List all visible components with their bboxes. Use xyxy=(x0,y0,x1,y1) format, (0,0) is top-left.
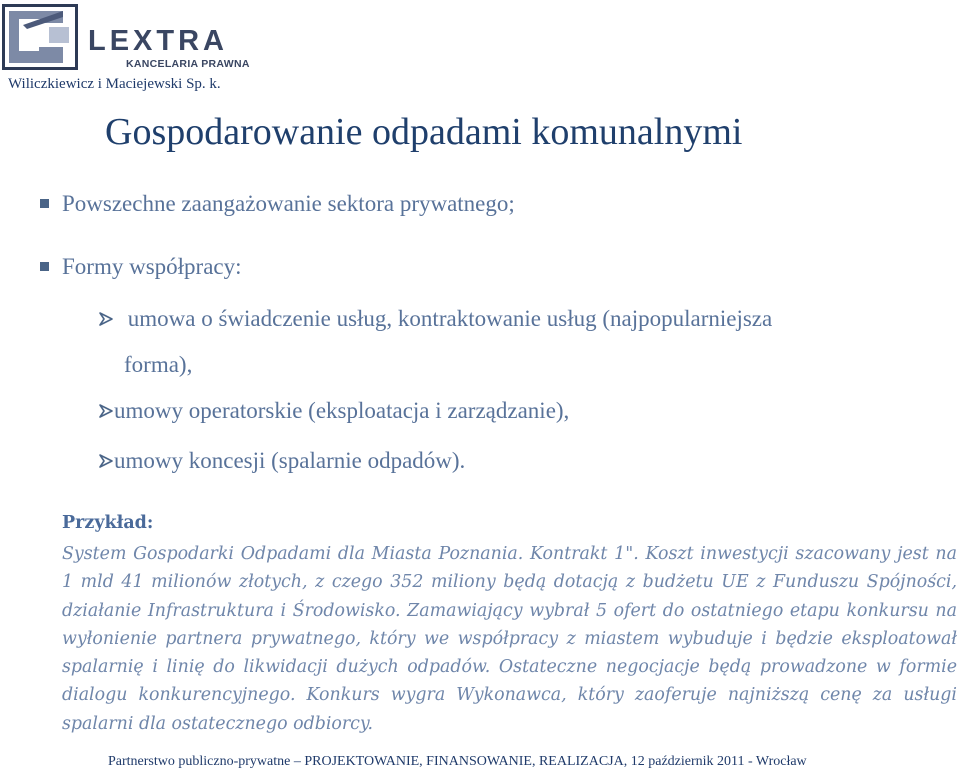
bullet-item xyxy=(40,191,515,217)
arrow-bullet-icon xyxy=(98,403,114,419)
example-label: Przykład: xyxy=(62,513,154,533)
slide-title: Gospodarowanie odpadami komunalnymi xyxy=(105,111,743,153)
bullet-item xyxy=(40,254,242,280)
bullet-text: Formy współpracy: xyxy=(62,254,242,279)
sub-item-text: umowy koncesji (spalarnie odpadów). xyxy=(114,448,466,473)
sub-item-text: umowa o świadczenie usług, kontraktowanie usług (najpopularniejsza xyxy=(127,306,773,331)
sub-item-continuation: forma), xyxy=(124,352,193,377)
sub-item xyxy=(98,306,772,332)
sub-item xyxy=(98,398,569,424)
sub-item xyxy=(98,448,465,474)
arrow-bullet-icon xyxy=(98,311,114,327)
logo-subtitle: KANCELARIA PRAWNA xyxy=(126,58,250,70)
bullet-text: Powszechne zaangażowanie sektora prywatnego; xyxy=(62,191,515,216)
sub-item-text: umowy operatorskie (eksploatacja i zarządzanie), xyxy=(114,398,570,423)
footer-text: Partnerstwo publiczno-prywatne – PROJEKTOWANIE, FINANSOWANIE, REALIZACJA, 12 październik 2011 - Wrocław xyxy=(108,754,807,769)
logo-mark xyxy=(2,4,78,70)
square-bullet-icon xyxy=(40,199,49,208)
example-text: System Gospodarki Odpadami dla Miasta Poznania. Kontrakt 1". Koszt inwestycji szacowany jest na 1 mld 41 milionów złotych, z czego 352 miliony będą dotacją z budżetu UE z Funduszu Spójności, działanie Infrastruktura i Środowisko. Zamawiający wybrał 5 ofert do ostatniego etapu konkursu na wyłonienie partnera prywatnego, który we współpracy z miastem wybuduje i będzie eksploatował spalarnię i linię do likwidacji dużych odpadów. Ostateczne negocjacje będą prowadzone w formie dialogu konkurencyjnego. Konkurs wygra Wykonawca, który zaoferuje najniższą cenę za usługi spalarni dla ostatecznego odbiorcy. xyxy=(62,544,957,734)
logo-emblem-icon xyxy=(5,7,75,67)
company-name: Wiliczkiewicz i Maciejewski Sp. k. xyxy=(8,76,221,92)
logo-name: LEXTRA xyxy=(88,25,228,57)
arrow-bullet-icon xyxy=(98,453,114,469)
square-bullet-icon xyxy=(40,262,49,271)
